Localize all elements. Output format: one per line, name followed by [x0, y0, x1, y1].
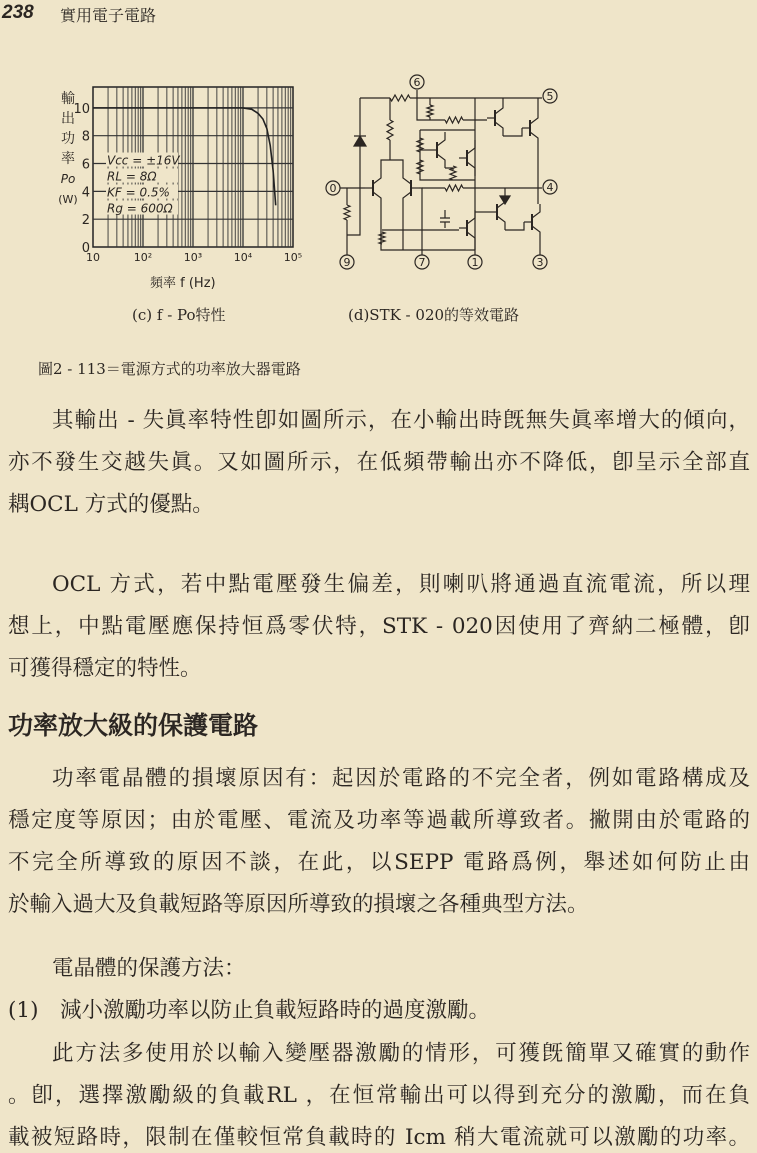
zener-diode-icon: [354, 136, 366, 146]
resistor-icon: [445, 185, 463, 191]
section-heading: 功率放大級的保護電路: [8, 711, 259, 740]
circuit-node-9: [340, 255, 354, 269]
page-number: 238: [2, 2, 34, 23]
text-line: 穩定度等原因；由於電壓、電流及功率等過載所導致者。撇開由於電路的: [8, 808, 750, 833]
node-label: 1: [471, 256, 479, 269]
resistor-icon: [379, 232, 385, 244]
circuit-node-1: [468, 255, 482, 269]
text-line: 亦不發生交越失眞。又如圖所示，在低頻帶輸出亦不降低，卽呈示全部直: [8, 450, 750, 475]
wire: [505, 222, 524, 230]
chart-x-axis-label: 頻率 f (Hz): [150, 276, 216, 291]
stk-020-equivalent-circuit: [320, 60, 580, 290]
resistor-icon: [387, 120, 393, 140]
text-line: 載被短路時，限制在僅較恒常負載時的 Icm 稍大電流就可以激勵的功率。: [8, 1125, 750, 1150]
transistor-icon: [365, 170, 381, 206]
chart-y-label-part: 輸: [61, 91, 75, 107]
text-line: OCL 方式，若中點電壓發生偏差，則喇叭將通過直流電流，所以理: [52, 572, 750, 597]
chart-y-label-part: (W): [58, 193, 78, 206]
resistor-icon: [344, 205, 350, 220]
protection-methods-label: 電晶體的保護方法：: [52, 956, 246, 981]
chart-y-label-part: Po: [60, 172, 76, 186]
chart-x-tick-label: 10³: [183, 251, 203, 264]
chart-annotation: Vcc = ±16V: [107, 153, 180, 168]
text-line: 想上，中點電壓應保持恒爲零伏特，STK - 020因使用了齊納二極體，卽: [8, 614, 750, 639]
figure-caption-c: (c) f - Po特性: [132, 306, 226, 324]
node-label: 3: [536, 256, 544, 269]
chart-y-tick-label: 4: [81, 185, 90, 201]
text-line: 耦OCL 方式的優點。: [8, 492, 214, 517]
text-line: 其輸出 - 失眞率特性卽如圖所示，在小輸出時旣無失眞率增大的傾向，: [52, 408, 750, 433]
chart-y-label-part: 率: [61, 151, 75, 167]
wire: [381, 160, 403, 170]
node-label: 4: [546, 181, 554, 194]
resistor-icon: [427, 105, 433, 117]
circuit-node-0: [326, 181, 340, 195]
wire: [347, 98, 360, 235]
diode-icon: [500, 196, 510, 204]
transistor-icon: [403, 170, 419, 206]
figure-caption-d: (d)STK - 020的等效電路: [348, 306, 520, 324]
transistor-icon: [487, 100, 503, 136]
text-line: 不完全所導致的原因不談，在此，以SEPP 電路爲例，舉述如何防止由: [8, 850, 750, 875]
text-line: 功率電晶體的損壞原因有：起因於電路的不完全者，例如電路構成及: [52, 766, 750, 791]
text-line: 於輸入過大及負載短路等原因所導致的損壞之各種典型方法。: [8, 892, 589, 917]
capacitor-icon: [440, 210, 450, 228]
node-label: 6: [413, 76, 421, 89]
circuit-node-7: [415, 255, 429, 269]
chart-y-label-part: 出: [61, 111, 75, 127]
text-line: 。卽，選擇激勵級的負載RL ，在恒常輸出可以得到充分的激勵，而在負: [8, 1083, 750, 1108]
chart-annotation: RL = 8Ω: [107, 169, 157, 184]
node-label: 0: [329, 182, 337, 195]
chart-x-tick-label: 10²: [133, 251, 153, 264]
chart-annotation: KF = 0.5%: [107, 185, 170, 200]
circuit-node-3: [533, 255, 547, 269]
wire: [503, 128, 522, 136]
node-label: 7: [418, 256, 426, 269]
transistor-icon: [429, 132, 445, 168]
chart-x-tick-label: 10: [86, 251, 100, 264]
chart-y-tick-label: 6: [81, 157, 90, 173]
resistor-icon: [417, 160, 423, 174]
circuit-node-5: [543, 89, 557, 103]
transistor-icon: [459, 140, 475, 176]
chart-y-label-part: 功: [61, 131, 75, 147]
transistor-icon: [524, 204, 540, 240]
resistor-icon: [390, 95, 410, 101]
transistor-icon: [459, 210, 475, 246]
chart-annotation: Rg = 600Ω: [107, 201, 173, 216]
circuit-node-6: [410, 75, 424, 89]
figure-caption-main: 圖2 - 113＝電源方式的功率放大器電路: [38, 360, 301, 378]
chart-x-tick-label: 10⁵: [283, 251, 303, 264]
chart-x-tick-label: 10⁴: [233, 251, 253, 264]
chart-y-tick-label: 10: [73, 101, 90, 117]
list-item-1: (1) 減小激勵功率以防止負載短路時的過度激勵。: [8, 998, 490, 1023]
wire: [419, 188, 422, 255]
running-title: 實用電子電路: [60, 6, 157, 25]
circuit-node-4: [543, 180, 557, 194]
node-label: 9: [343, 256, 351, 269]
chart-y-tick-label: 0: [81, 241, 90, 256]
resistor-icon: [445, 117, 463, 123]
chart-y-tick-label: 8: [81, 129, 90, 145]
text-line: 此方法多使用於以輸入變壓器激勵的情形，可獲旣簡單又確實的動作: [52, 1041, 750, 1066]
node-label: 5: [546, 90, 554, 103]
chart-y-tick-label: 2: [81, 213, 90, 229]
text-line: 可獲得穩定的特性。: [8, 656, 202, 681]
f-po-chart: [0, 60, 320, 300]
transistor-icon: [522, 110, 538, 146]
